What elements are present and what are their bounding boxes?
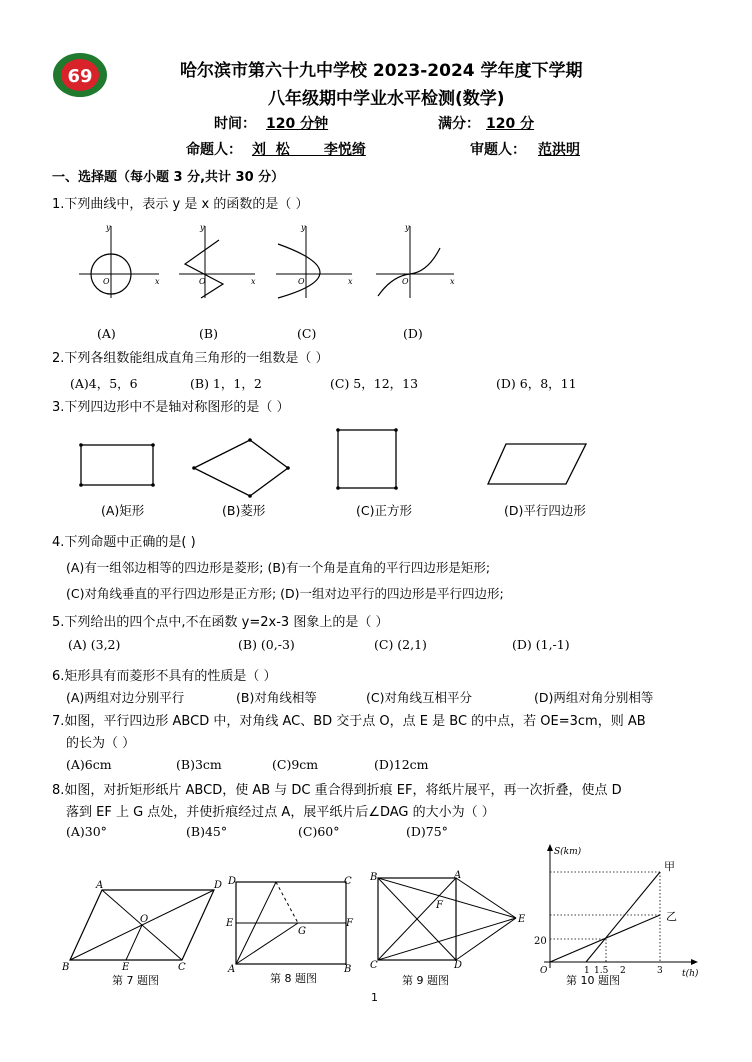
fig8-label-g: G <box>298 926 306 937</box>
svg-text:x: x <box>450 277 455 286</box>
time-value: 120 分钟 <box>266 116 329 132</box>
q7-option-a: (A)6cm <box>66 757 112 772</box>
q8-option-b: (B)45° <box>186 824 228 839</box>
fig9-label-f: F <box>436 900 443 911</box>
fig9-label-e: E <box>518 914 526 925</box>
fig8-label-f: F <box>346 918 353 929</box>
q7-stem-line1: 7.如图，平行四边形 ABCD 中，对角线 AC、BD 交于点 O，点 E 是 BC 的中点，若 OE=3cm，则 AB <box>52 714 646 729</box>
q2-option-b: (B) 1，1，2 <box>190 376 262 391</box>
time-label: 时间： <box>214 116 256 132</box>
logo-text: 69 <box>67 66 93 87</box>
svg-text:y: y <box>106 223 111 232</box>
figure-10 <box>532 842 712 979</box>
fig7-label-e: E <box>122 962 130 973</box>
q5-option-b: (B) (0,-3) <box>238 637 295 652</box>
q3-shape-parallelogram <box>486 440 590 488</box>
q5-stem: 5.下列给出的四个点中,不在函数 y=2x-3 图象上的是（ ） <box>52 615 389 630</box>
q2-option-a: (A)4，5，6 <box>70 376 138 391</box>
q4-line2: (C)对角线垂直的平行四边形是正方形; (D)一组对边平行的四边形是平行四边形; <box>66 586 504 601</box>
fig7-label-c: C <box>178 962 186 973</box>
q6-option-a: (A)两组对边分别平行 <box>66 690 185 705</box>
q6-option-c: (C)对角线互相平分 <box>366 690 472 705</box>
fig9-caption: 第 9 题图 <box>402 974 449 987</box>
fig10-tick-3: 3 <box>657 966 663 976</box>
fig10-tick-20: 20 <box>534 936 547 947</box>
fig9-label-d: D <box>454 960 463 971</box>
figure-7 <box>62 880 222 972</box>
q8-stem-line2: 落到 EF 上 G 点处，并使折痕经过点 A，展平纸片后∠DAG 的大小为（ ） <box>66 805 495 820</box>
q1-label-d: (D) <box>403 326 423 341</box>
q3-label-b: (B)菱形 <box>222 503 266 518</box>
school-logo <box>52 52 108 98</box>
q3-label-c: (C)正方形 <box>356 503 412 518</box>
q2-stem: 2.下列各组数能组成直角三角形的一组数是（ ） <box>52 351 329 366</box>
svg-text:x: x <box>348 277 353 286</box>
fig8-label-c: C <box>344 876 352 887</box>
q1-label-b: (B) <box>199 326 218 341</box>
svg-text:x: x <box>155 277 160 286</box>
fig8-caption: 第 8 题图 <box>270 972 317 985</box>
q3-label-d: (D)平行四边形 <box>504 503 586 518</box>
figure-9 <box>366 870 532 970</box>
q1-label-c: (C) <box>297 326 317 341</box>
q7-option-d: (D)12cm <box>374 757 429 772</box>
fig7-label-b: B <box>62 962 70 973</box>
fig10-tick-1-5: 1.5 <box>594 966 609 976</box>
fig7-label-a: A <box>96 880 104 891</box>
svg-text:O: O <box>402 277 409 286</box>
q7-option-b: (B)3cm <box>176 757 222 772</box>
figure-8 <box>226 876 356 975</box>
q1-graph-d <box>372 222 462 302</box>
q3-shape-rhombus <box>192 436 292 500</box>
svg-text:y: y <box>200 223 205 232</box>
fig10-label-yi: 乙 <box>666 910 677 923</box>
fig10-xlabel: t(h) <box>682 969 699 979</box>
q3-shape-square <box>336 428 400 492</box>
fig8-label-a: A <box>228 964 236 975</box>
svg-text:O: O <box>103 277 110 286</box>
fig7-label-d: D <box>214 880 223 891</box>
fig10-tick-2: 2 <box>620 966 626 976</box>
q4-line1: (A)有一组邻边相等的四边形是菱形; (B)有一个角是直角的平行四边形是矩形; <box>66 560 491 575</box>
q7-stem-line2: 的长为（ ） <box>66 736 136 751</box>
score-label: 满分： <box>438 116 480 132</box>
score-value: 120 分 <box>486 116 535 132</box>
fig10-tick-1: 1 <box>584 966 590 976</box>
q8-option-c: (C)60° <box>298 824 340 839</box>
fig8-label-e: E <box>226 918 234 929</box>
title-line2: 八年级期中学业水平检测(数学) <box>268 89 505 109</box>
fig10-ylabel: S(km) <box>554 847 582 857</box>
section-heading: 一、选择题（每小题 3 分,共计 30 分） <box>52 170 285 185</box>
q5-option-d: (D) (1,-1) <box>512 637 570 652</box>
fig10-caption: 第 10 题图 <box>566 974 620 987</box>
fig8-label-b: B <box>344 964 352 975</box>
q6-option-d: (D)两组对角分别相等 <box>534 690 654 705</box>
q2-option-c: (C) 5，12，13 <box>330 376 419 391</box>
author-value: 刘 松 李悦绮 <box>252 142 366 158</box>
author-label: 命题人： <box>186 142 242 158</box>
q4-stem: 4.下列命题中正确的是( ) <box>52 535 196 550</box>
svg-text:O: O <box>298 277 305 286</box>
page-number: 1 <box>371 991 378 1004</box>
q8-stem-line1: 8.如图，对折矩形纸片 ABCD，使 AB 与 DC 重合得到折痕 EF，将纸片展平，再一次折叠，使点 D <box>52 783 622 798</box>
reviewer-label: 审题人： <box>470 142 526 158</box>
svg-text:O: O <box>199 277 206 286</box>
fig9-label-a: A <box>454 870 462 881</box>
q1-graph-a <box>75 222 165 302</box>
q7-option-c: (C)9cm <box>272 757 319 772</box>
fig7-label-o: O <box>140 914 149 925</box>
q8-option-d: (D)75° <box>406 824 448 839</box>
svg-text:y: y <box>301 223 306 232</box>
q3-label-a: (A)矩形 <box>101 503 145 518</box>
q1-label-a: (A) <box>97 326 116 341</box>
fig10-origin: O <box>540 966 548 976</box>
svg-text:x: x <box>251 277 256 286</box>
fig9-label-c: C <box>370 960 378 971</box>
q5-option-c: (C) (2,1) <box>374 637 427 652</box>
q1-graph-b <box>175 222 265 302</box>
reviewer-value: 范洪明 <box>538 142 580 158</box>
q1-graph-c <box>272 222 362 302</box>
fig9-label-b: B <box>370 872 378 883</box>
q3-stem: 3.下列四边形中不是轴对称图形的是（ ） <box>52 400 290 415</box>
svg-text:y: y <box>405 223 410 232</box>
title-line1: 哈尔滨市第六十九中学校 2023-2024 学年度下学期 <box>180 61 583 81</box>
fig10-label-jia: 甲 <box>664 860 675 873</box>
fig7-caption: 第 7 题图 <box>112 974 159 987</box>
q6-stem: 6.矩形具有而菱形不具有的性质是（ ） <box>52 669 277 684</box>
q6-option-b: (B)对角线相等 <box>236 690 317 705</box>
fig8-label-d: D <box>228 876 237 887</box>
q5-option-a: (A) (3,2) <box>68 637 121 652</box>
q8-option-a: (A)30° <box>66 824 107 839</box>
q3-shape-rectangle <box>80 440 156 490</box>
q2-option-d: (D) 6，8，11 <box>496 376 577 391</box>
q1-stem: 1.下列曲线中，表示 y 是 x 的函数的是（ ） <box>52 197 309 212</box>
